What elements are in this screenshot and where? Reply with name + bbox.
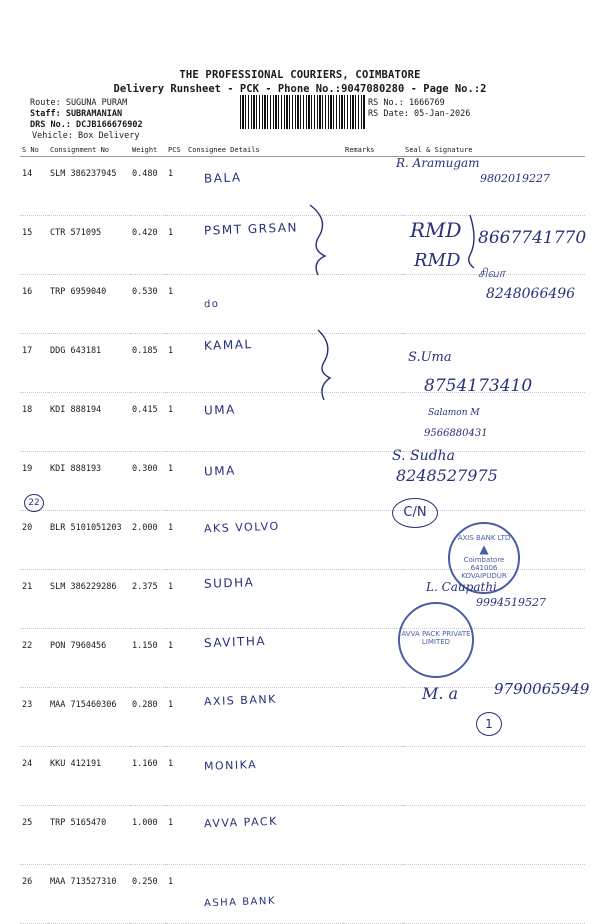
cell-sno: 24 <box>20 747 48 806</box>
circled-row-mark: 22 <box>24 494 44 512</box>
consignee-handwriting: do <box>203 298 220 311</box>
cell-pcs: 1 <box>166 393 186 452</box>
note-16: சிவா <box>478 266 506 280</box>
cell-consignment: TRP 5165470 <box>48 806 130 865</box>
consignee-handwriting: AKS VOLVO <box>203 519 280 536</box>
signature-24: L. Caupathi <box>426 580 497 594</box>
stamp-text: KOVAIPUDUR <box>461 572 507 580</box>
cell-sno: 20 <box>20 511 48 570</box>
cell-weight: 0.415 <box>130 393 166 452</box>
consignee-handwriting: UMA <box>203 402 237 418</box>
cell-sno: 16 <box>20 275 48 334</box>
col-sno: S No <box>20 144 48 157</box>
cell-consignment: PON 7960456 <box>48 629 130 688</box>
bracket-mark <box>310 205 325 275</box>
cell-sno: 19 <box>20 452 48 511</box>
cell-pcs: 1 <box>166 806 186 865</box>
signature-26: M. a <box>422 684 459 703</box>
consignee-handwriting: KAMAL <box>203 337 253 353</box>
bracket-mark <box>469 215 474 268</box>
cell-pcs: 1 <box>166 511 186 570</box>
cell-consignment: SLM 386229286 <box>48 570 130 629</box>
cell-weight: 0.185 <box>130 334 166 393</box>
cell-weight: 1.150 <box>130 629 166 688</box>
signature-15: RMD <box>410 218 462 242</box>
company-title: THE PROFESSIONAL COURIERS, COIMBATORE <box>179 69 421 81</box>
cell-consignment: MAA 713527310 <box>48 865 130 924</box>
consignee-handwriting: AVVA PACK <box>203 814 279 831</box>
staff-label: Staff: SUBRAMANIAN <box>30 109 123 119</box>
consignee-handwriting: PSMT GRSAN <box>203 220 299 238</box>
signature-14: R. Aramugam <box>396 156 480 170</box>
col-pcs: PCS <box>166 144 186 157</box>
cell-sno: 22 <box>20 629 48 688</box>
cell-consignment: MAA 715460306 <box>48 688 130 747</box>
signature-18: S.Uma <box>408 350 452 365</box>
consignee-handwriting: AXIS BANK <box>203 692 278 709</box>
signature-21: S. Sudha <box>392 448 455 464</box>
col-remarks: Remarks <box>343 144 403 157</box>
phone-20: 9566880431 <box>424 428 488 439</box>
cell-sno: 21 <box>20 570 48 629</box>
circled-mark: 1 <box>476 712 502 736</box>
cell-sno: 26 <box>20 865 48 924</box>
stamp-text: Coimbatore <box>463 556 505 564</box>
phone-21: 8248527975 <box>396 466 498 485</box>
table-row <box>20 865 585 924</box>
cell-weight: 1.000 <box>130 806 166 865</box>
consignee-handwriting: BALA <box>203 170 242 186</box>
table-row <box>20 806 585 865</box>
consignee-handwriting: SAVITHA <box>203 633 267 651</box>
stamp-text: AVVA PACK PRIVATE LIMITED <box>401 630 471 646</box>
cell-pcs: 1 <box>166 452 186 511</box>
bracket-mark <box>318 330 330 400</box>
cell-sno: 23 <box>20 688 48 747</box>
phone-24: 9994519527 <box>476 596 546 609</box>
phone-15: 8667741770 <box>478 228 587 248</box>
cell-sno: 14 <box>20 157 48 216</box>
phone-18: 8754173410 <box>424 376 533 396</box>
cell-consignment: TRP 6959040 <box>48 275 130 334</box>
cell-consignment: BLR 5101051203 <box>48 511 130 570</box>
cell-consignment: CTR 571095 <box>48 216 130 275</box>
drs-number: DRS No.: DCJB166676902 <box>30 120 143 130</box>
cn-mark: C/N <box>392 498 438 528</box>
signature-20: Salamon M <box>428 408 480 418</box>
phone-14: 9802019227 <box>480 172 550 185</box>
signature-16: RMD <box>414 250 461 271</box>
cell-consignment: KKU 412191 <box>48 747 130 806</box>
col-consignee: Consignee Details <box>186 144 343 157</box>
consignee-handwriting: ASHA BANK <box>203 895 277 910</box>
cell-sno: 18 <box>20 393 48 452</box>
phone-26: 9790065949 <box>494 680 590 698</box>
cell-consignment: KDI 888193 <box>48 452 130 511</box>
cell-pcs: 1 <box>166 570 186 629</box>
cell-consignment: KDI 888194 <box>48 393 130 452</box>
cell-weight: 0.280 <box>130 688 166 747</box>
cell-pcs: 1 <box>166 747 186 806</box>
runsheet-subtitle: Delivery Runsheet - PCK - Phone No.:9047080280 - Page No.:2 <box>113 83 487 95</box>
cell-weight: 0.480 <box>130 157 166 216</box>
col-consignment: Consignment No <box>48 144 130 157</box>
consignee-handwriting: MONIKA <box>203 758 258 773</box>
cell-weight: 0.250 <box>130 865 166 924</box>
cell-consignment: DDG 643181 <box>48 334 130 393</box>
cell-sno: 17 <box>20 334 48 393</box>
cell-weight: 1.160 <box>130 747 166 806</box>
cell-sno: 25 <box>20 806 48 865</box>
rs-number: RS No.: 1666769 <box>368 98 445 108</box>
consignee-handwriting: SUDHA <box>203 575 255 591</box>
stamp-text: AXIS BANK LTD <box>457 534 511 542</box>
cell-pcs: 1 <box>166 157 186 216</box>
cell-pcs: 1 <box>166 275 186 334</box>
cell-pcs: 1 <box>166 865 186 924</box>
col-weight: Weight <box>130 144 166 157</box>
vehicle-label: Vehicle: Box Delivery <box>32 131 140 141</box>
cell-pcs: 1 <box>166 216 186 275</box>
cell-weight: 0.300 <box>130 452 166 511</box>
cell-weight: 0.530 <box>130 275 166 334</box>
avva-pack-stamp <box>398 602 474 678</box>
cell-pcs: 1 <box>166 629 186 688</box>
route-label: Route: SUGUNA PURAM <box>30 98 128 108</box>
stamp-text: 641006 <box>470 564 498 572</box>
cell-weight: 2.000 <box>130 511 166 570</box>
cell-pcs: 1 <box>166 688 186 747</box>
consignee-handwriting: UMA <box>203 463 237 479</box>
cell-weight: 2.375 <box>130 570 166 629</box>
cell-pcs: 1 <box>166 334 186 393</box>
cell-weight: 0.420 <box>130 216 166 275</box>
rs-date: RS Date: 05-Jan-2026 <box>368 109 471 119</box>
stamp-logo-icon: ▲ <box>479 542 489 556</box>
col-seal-signature: Seal & Signature <box>403 144 585 157</box>
cell-sno: 15 <box>20 216 48 275</box>
cell-consignment: SLM 386237945 <box>48 157 130 216</box>
phone-17: 8248066496 <box>486 286 576 302</box>
